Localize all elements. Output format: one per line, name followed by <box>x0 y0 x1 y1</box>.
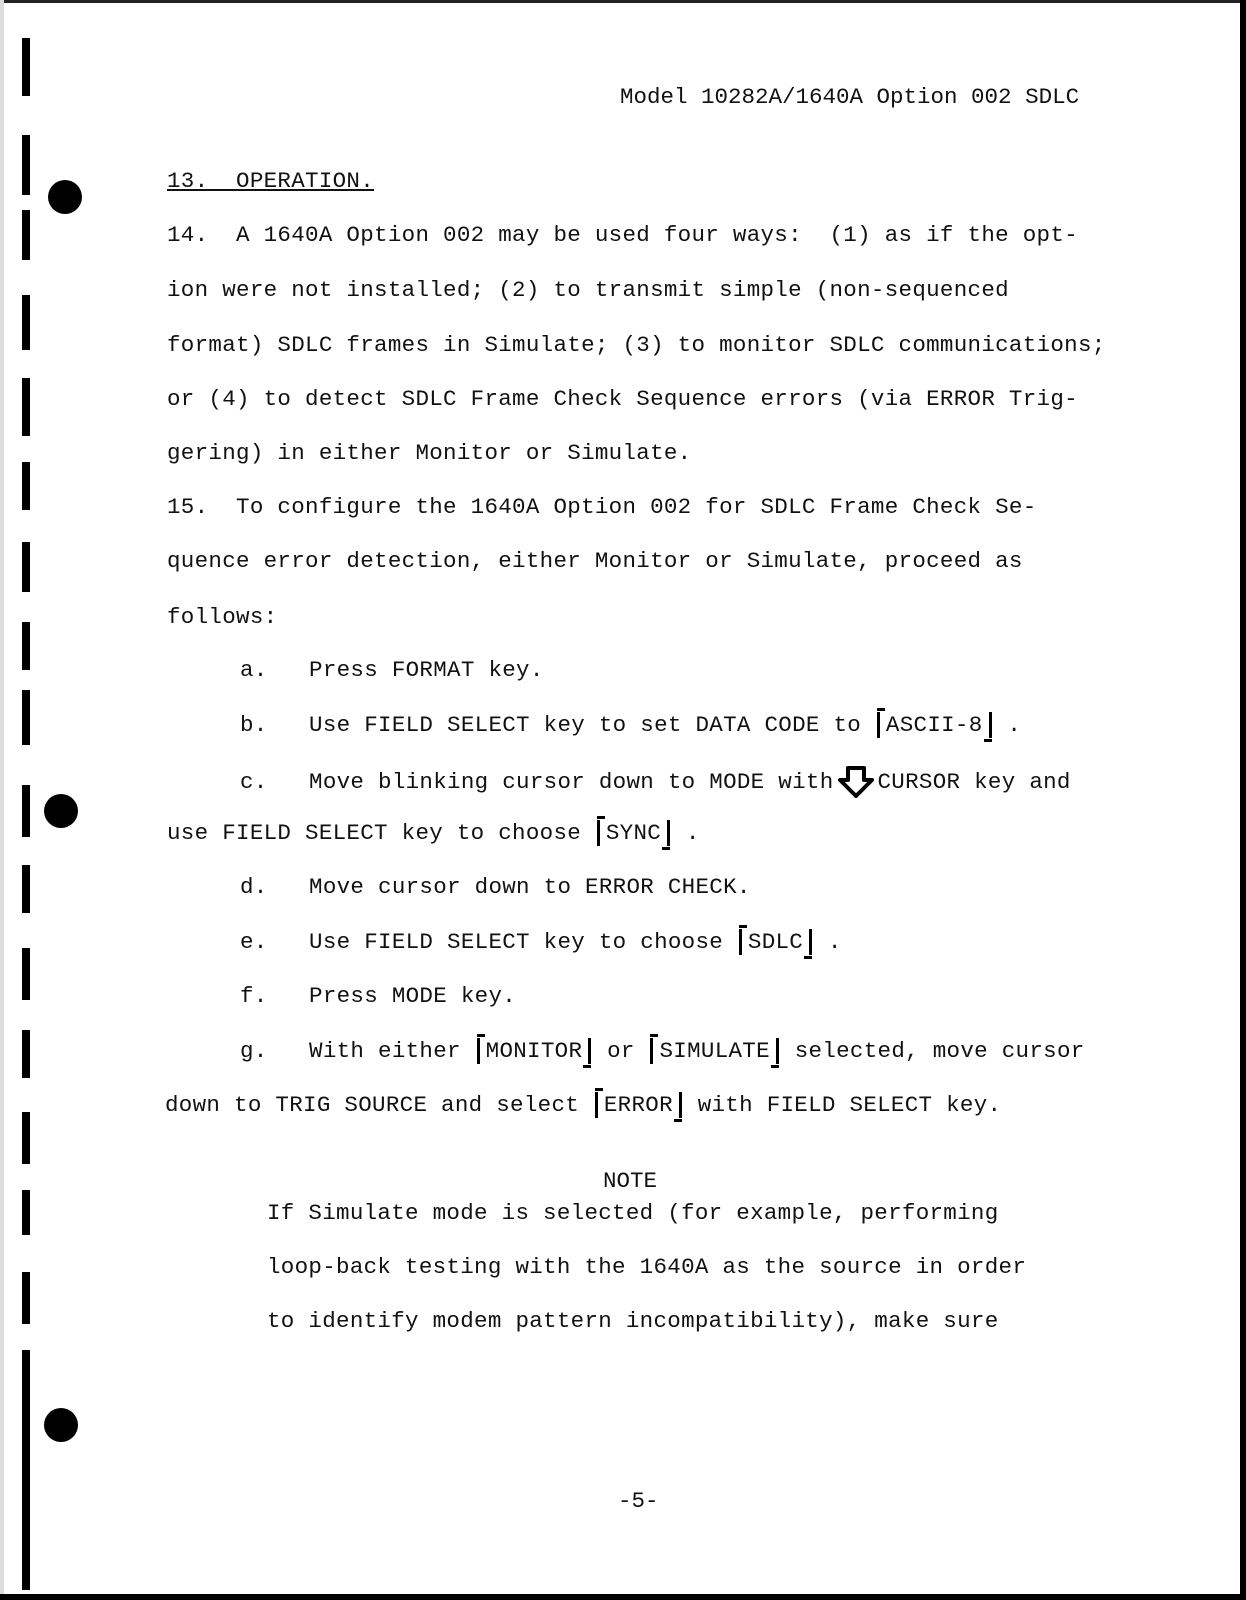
step-a: a. Press FORMAT key. <box>240 657 544 683</box>
change-bar <box>22 462 30 510</box>
paragraph-14-line: format) SDLC frames in Simulate; (3) to monitor SDLC communications; <box>167 332 1106 358</box>
change-bar <box>22 785 30 837</box>
paragraph-15-line: follows: <box>167 604 278 630</box>
step-g-continuation <box>165 1092 1001 1118</box>
key-field-simulate: SIMULATE <box>650 1038 778 1064</box>
step-e-text: e. Use FIELD SELECT key to choose <box>240 929 737 955</box>
change-bar <box>22 690 30 745</box>
change-bar <box>22 378 30 436</box>
step-g2-end: with FIELD SELECT key. <box>683 1092 1002 1118</box>
scan-edge-left <box>0 0 4 1600</box>
paragraph-14-line: ion were not installed; (2) to transmit simple (non-sequenced <box>167 277 1009 303</box>
note-line: If Simulate mode is selected (for example, performing <box>267 1200 999 1226</box>
key-field-sync: SYNC <box>597 820 670 846</box>
step-e-end: . <box>814 929 842 955</box>
scan-edge-right <box>1240 0 1246 1600</box>
step-g-text: g. With either <box>240 1038 475 1064</box>
change-bar <box>22 295 30 350</box>
step-b-text: b. Use FIELD SELECT key to set DATA CODE to <box>240 712 875 738</box>
change-bar <box>22 1112 30 1164</box>
change-bar <box>22 865 30 913</box>
step-c <box>240 766 1071 798</box>
change-bar <box>22 38 30 96</box>
step-g-or: or <box>593 1038 649 1064</box>
punch-hole <box>44 794 78 828</box>
step-c2-end: . <box>672 820 700 846</box>
paragraph-14-line: 14. A 1640A Option 002 may be used four ways: (1) as if the opt- <box>167 222 1078 248</box>
page-number: -5- <box>618 1488 659 1514</box>
change-bar <box>22 210 30 260</box>
step-g2-text: down to TRIG SOURCE and select <box>165 1092 593 1118</box>
change-bar <box>22 948 30 1000</box>
section-heading: 13. OPERATION. <box>167 168 375 194</box>
key-field-monitor: MONITOR <box>477 1038 592 1064</box>
paragraph-14-line: gering) in either Monitor or Simulate. <box>167 440 692 466</box>
scan-edge-bottom <box>0 1594 1246 1600</box>
change-bar <box>22 1272 30 1324</box>
note-line: loop-back testing with the 1640A as the source in order <box>267 1254 1027 1280</box>
change-bar <box>22 622 30 670</box>
step-c2-text: use FIELD SELECT key to choose <box>167 820 595 846</box>
change-bar <box>22 1350 30 1590</box>
step-c-text-end: CURSOR key and <box>877 768 1071 795</box>
note-title: NOTE <box>603 1168 658 1194</box>
change-bar <box>22 135 30 195</box>
change-bar <box>22 542 30 592</box>
step-e <box>240 929 842 955</box>
paragraph-15-line: 15. To configure the 1640A Option 002 for SDLC Frame Check Se- <box>167 494 1037 520</box>
step-c-continuation <box>167 820 700 846</box>
step-d: d. Move cursor down to ERROR CHECK. <box>240 874 751 900</box>
paragraph-14-line: or (4) to detect SDLC Frame Check Sequence errors (via ERROR Trig- <box>167 386 1078 412</box>
step-g <box>240 1038 1085 1064</box>
step-b <box>240 712 1021 738</box>
key-field-sdlc: SDLC <box>739 929 812 955</box>
change-bar <box>22 1190 30 1235</box>
step-g-end: selected, move cursor <box>780 1038 1085 1064</box>
scan-edge-top <box>0 0 1246 3</box>
down-arrow-icon <box>838 766 874 798</box>
document-header: Model 10282A/1640A Option 002 SDLC <box>620 84 1080 110</box>
step-f: f. Press MODE key. <box>240 983 517 1009</box>
step-c-text: c. Move blinking cursor down to MODE with <box>240 768 834 795</box>
note-line: to identify modem pattern incompatibility), make sure <box>267 1308 999 1334</box>
step-b-end: . <box>993 712 1022 738</box>
key-field-error: ERROR <box>595 1092 682 1118</box>
key-field-ascii-8: ASCII-8 <box>877 712 992 738</box>
paragraph-15-line: quence error detection, either Monitor or Simulate, proceed as <box>167 548 1023 574</box>
punch-hole <box>44 1408 78 1442</box>
punch-hole <box>48 180 82 214</box>
change-bar <box>22 1030 30 1078</box>
